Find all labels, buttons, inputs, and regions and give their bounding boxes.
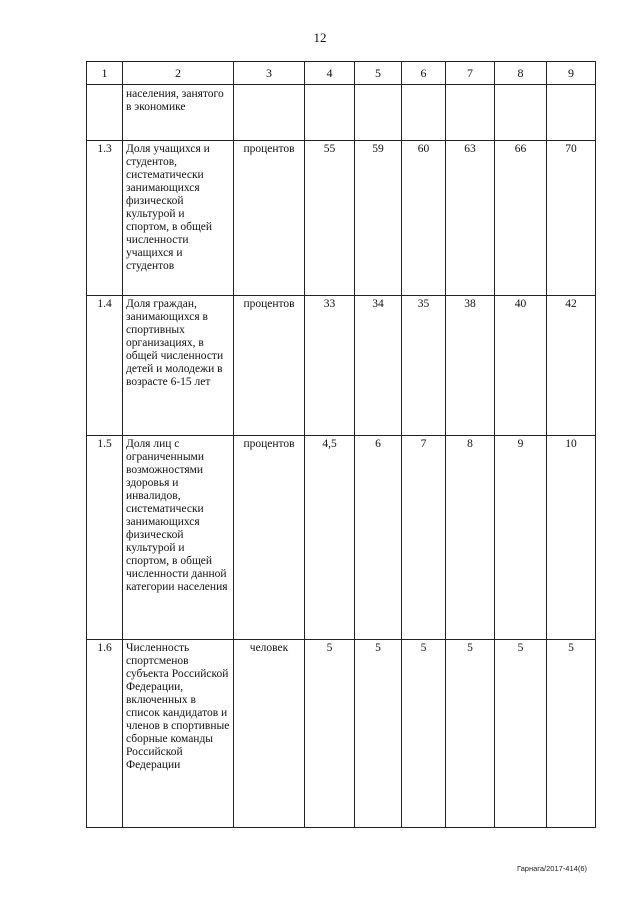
row-value: 5	[402, 640, 446, 828]
row-unit	[234, 85, 305, 141]
row-unit: процентов	[234, 296, 305, 436]
row-number: 1.3	[87, 141, 123, 296]
row-value: 5	[495, 640, 547, 828]
row-label: населения, занятого в экономике	[123, 85, 234, 141]
row-label: Доля учащихся и студентов, систематически занимающихся физической культурой и спортом, в общей численности учащихся и студентов	[123, 141, 234, 296]
row-value: 4,5	[305, 436, 355, 640]
row-value: 34	[355, 296, 402, 436]
row-value: 59	[355, 141, 402, 296]
row-value	[547, 85, 596, 141]
row-value: 38	[446, 296, 495, 436]
row-value: 42	[547, 296, 596, 436]
table-row	[87, 85, 596, 141]
row-unit: процентов	[234, 436, 305, 640]
row-value: 60	[402, 141, 446, 296]
row-value	[446, 85, 495, 141]
row-value: 63	[446, 141, 495, 296]
table-row	[87, 141, 596, 296]
row-value: 55	[305, 141, 355, 296]
header-cell: 9	[547, 62, 596, 85]
row-value: 5	[305, 640, 355, 828]
row-number	[87, 85, 123, 141]
row-value: 40	[495, 296, 547, 436]
header-row	[87, 62, 596, 85]
document-code: Гарнага/2017-414(6)	[517, 864, 587, 873]
header-cell: 2	[123, 62, 234, 85]
header-cell: 7	[446, 62, 495, 85]
row-value	[402, 85, 446, 141]
row-value: 6	[355, 436, 402, 640]
header-cell: 5	[355, 62, 402, 85]
row-value: 33	[305, 296, 355, 436]
row-value: 35	[402, 296, 446, 436]
row-number: 1.5	[87, 436, 123, 640]
row-value: 7	[402, 436, 446, 640]
header-cell: 4	[305, 62, 355, 85]
header-cell: 3	[234, 62, 305, 85]
page-number: 12	[313, 30, 327, 45]
table-row	[87, 436, 596, 640]
row-label: Численность спортсменов субъекта Российской Федерации, включенных в список кандидатов и членов в спортивные сборные команды Российской Федерации	[123, 640, 234, 828]
row-number: 1.4	[87, 296, 123, 436]
row-unit: человек	[234, 640, 305, 828]
row-value: 8	[446, 436, 495, 640]
table-row	[87, 640, 596, 828]
header-cell: 6	[402, 62, 446, 85]
indicators-table	[86, 61, 596, 828]
row-number: 1.6	[87, 640, 123, 828]
row-value: 9	[495, 436, 547, 640]
row-value	[495, 85, 547, 141]
row-value: 5	[446, 640, 495, 828]
row-value: 66	[495, 141, 547, 296]
header-cell: 8	[495, 62, 547, 85]
row-label: Доля граждан, занимающихся в спортивных организациях, в общей численности детей и молодежи в возрасте 6-15 лет	[123, 296, 234, 436]
row-value	[305, 85, 355, 141]
row-value: 10	[547, 436, 596, 640]
table-row	[87, 296, 596, 436]
row-value: 5	[547, 640, 596, 828]
row-label: Доля лиц с ограниченными возможностями здоровья и инвалидов, систематически занимающихся физической культурой и спортом, в общей численности данной категории населения	[123, 436, 234, 640]
row-value: 70	[547, 141, 596, 296]
row-unit: процентов	[234, 141, 305, 296]
header-cell: 1	[87, 62, 123, 85]
row-value: 5	[355, 640, 402, 828]
row-value	[355, 85, 402, 141]
